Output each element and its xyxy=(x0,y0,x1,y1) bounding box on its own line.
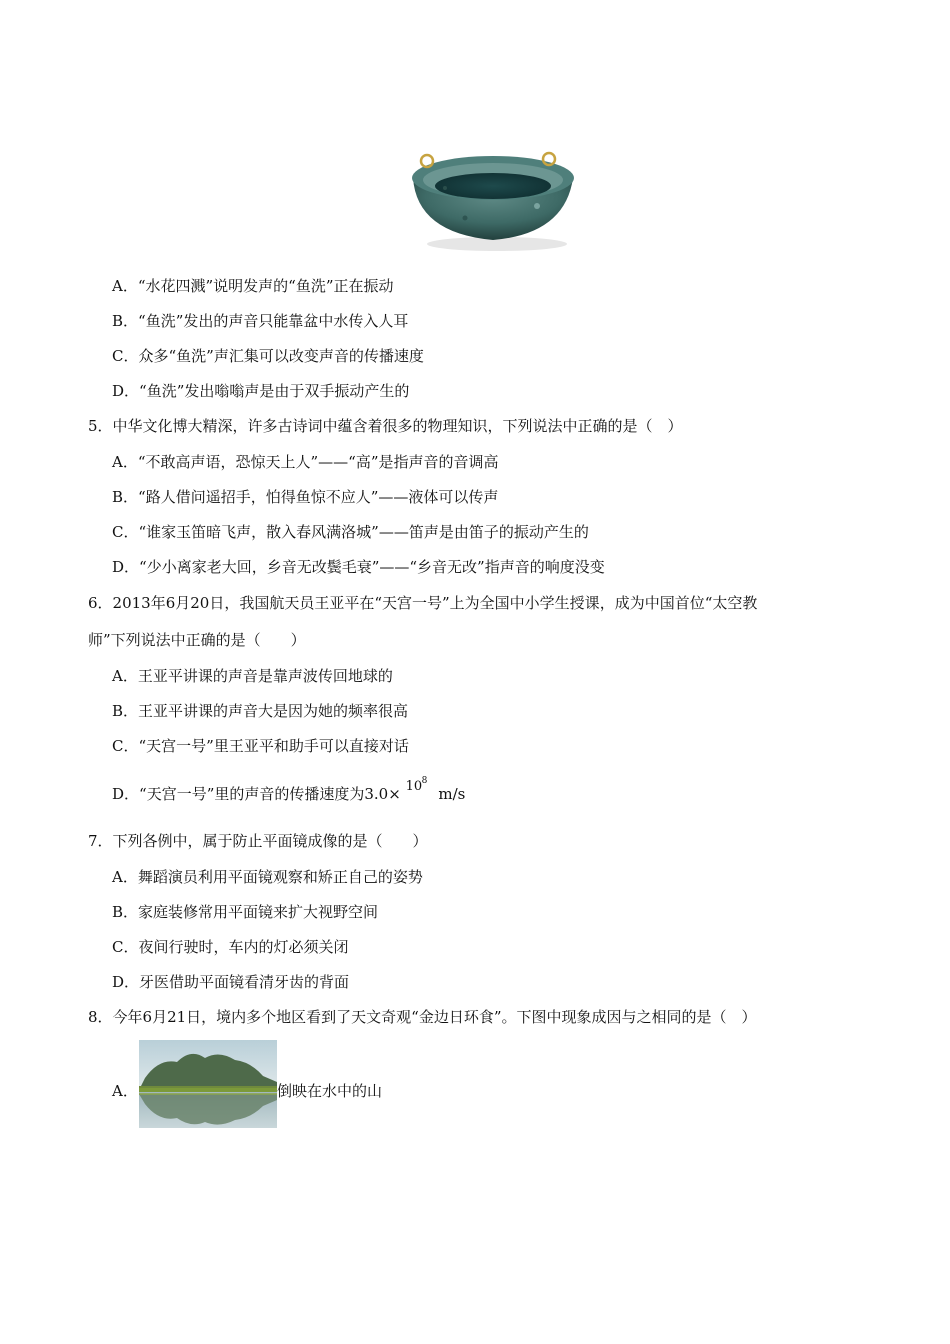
bronze-basin-image xyxy=(405,148,580,253)
q6-stem-line2: 师”下列说法中正确的是（ ） xyxy=(88,631,306,649)
q6-option-a: A．王亚平讲课的声音是靠声波传回地球的 xyxy=(112,667,393,685)
q5-option-c: C．“谁家玉笛暗飞声，散入春风满洛城”——笛声是由笛子的振动产生的 xyxy=(112,523,589,541)
q6-option-c: C．“天宫一号”里王亚平和助手可以直接对话 xyxy=(112,737,409,755)
q4-option-c: C．众多“鱼洗”声汇集可以改变声音的传播速度 xyxy=(112,347,424,365)
q7-option-a: A．舞蹈演员利用平面镜观察和矫正自己的姿势 xyxy=(112,868,423,886)
q7-option-d: D．牙医借助平面镜看清牙齿的背面 xyxy=(112,973,350,991)
q8-option-a-label: A． xyxy=(112,1082,138,1100)
q8-stem: 8．今年6月21日，境内多个地区看到了天文奇观“金边日环食”。下图中现象成因与之相同的是（ ） xyxy=(88,1008,757,1026)
q6-option-d xyxy=(112,776,466,804)
q6-stem-line1: 6．2013年6月20日，我国航天员王亚平在“天宫一号”上为全国中小学生授课，成为中国首位“太空教 xyxy=(88,594,758,612)
q5-option-d: D．“少小离家老大回，乡音无改鬓毛衰”——“乡音无改”指声音的响度没变 xyxy=(112,558,605,576)
q4-option-a: A．“水花四溅”说明发声的“鱼洗”正在振动 xyxy=(112,277,394,295)
q7-option-b: B．家庭装修常用平面镜来扩大视野空间 xyxy=(112,903,379,921)
q6-option-d-exponent: 8 xyxy=(421,776,428,786)
q5-option-a: A．“不敢高声语，恐惊天上人”——“高”是指声音的音调高 xyxy=(112,453,499,471)
q6-option-d-unit: m/s xyxy=(438,785,466,803)
q8-option-a-text: 倒映在水中的山 xyxy=(277,1082,383,1100)
mountain-reflection-image xyxy=(139,1040,277,1128)
q6-option-d-prefix: D．“天宫一号”里的声音的传播速度为3.0× xyxy=(112,785,401,803)
q5-stem: 5．中华文化博大精深，许多古诗词中蕴含着很多的物理知识，下列说法中正确的是（ ） xyxy=(88,417,683,435)
q4-option-b: B．“鱼洗”发出的声音只能靠盆中水传入人耳 xyxy=(112,312,409,330)
q7-stem: 7．下列各例中，属于防止平面镜成像的是（ ） xyxy=(88,832,428,850)
q6-option-b: B．王亚平讲课的声音大是因为她的频率很高 xyxy=(112,702,409,720)
q5-option-b: B．“路人借问遥招手，怕得鱼惊不应人”——液体可以传声 xyxy=(112,488,499,506)
q7-option-c: C．夜间行驶时，车内的灯必须关闭 xyxy=(112,938,349,956)
q6-option-d-power-base: 10 xyxy=(405,779,423,794)
q4-option-d: D．“鱼洗”发出嗡嗡声是由于双手振动产生的 xyxy=(112,382,410,400)
